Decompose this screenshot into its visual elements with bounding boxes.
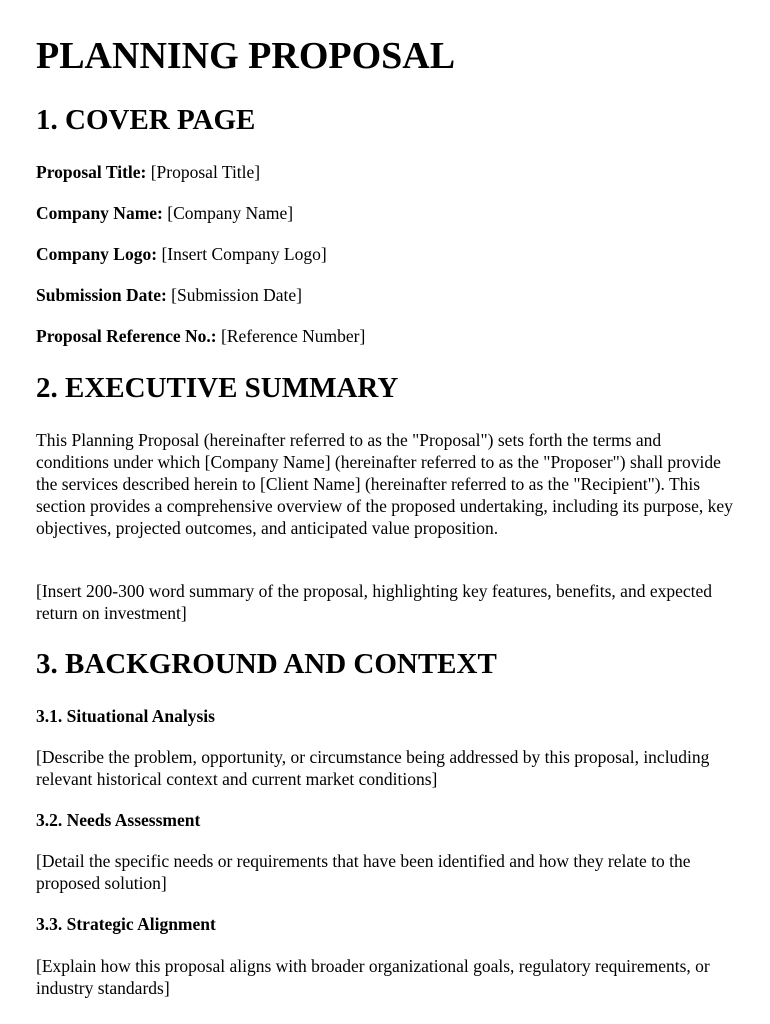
needs-assessment-text: [Detail the specific needs or requirements that have been identified and how they relate to the proposed solution] — [36, 851, 691, 893]
section-heading-cover-page: 1. COVER PAGE — [36, 104, 256, 136]
executive-summary-placeholder: [Insert 200-300 word summary of the proposal, highlighting key features, benefits, and expected return on investment] — [36, 581, 712, 623]
field-submission-date — [36, 284, 302, 306]
document-title: PLANNING PROPOSAL — [36, 35, 456, 77]
field-label: Company Logo: — [36, 244, 158, 264]
field-value: [Proposal Title] — [150, 162, 261, 182]
field-reference-number — [36, 325, 365, 347]
field-value: [Company Name] — [167, 203, 294, 223]
executive-summary-paragraph: This Planning Proposal (hereinafter referred to as the "Proposal") sets forth the terms and conditions under which [Company Name] (hereinafter referred to as the "Proposer") shall provide the services described herein to [Client Name] (hereinafter referred to as the "Recipient"). This section provides a comprehensive overview of the proposed undertaking, including its purpose, key objectives, projected outcomes, and anticipated value proposition. — [36, 430, 733, 538]
situational-analysis-text: [Describe the problem, opportunity, or circumstance being addressed by this proposal, including relevant historical context and current market conditions] — [36, 747, 710, 789]
subsection-heading-needs-assessment: 3.2. Needs Assessment — [36, 810, 201, 830]
field-value: [Submission Date] — [171, 285, 302, 305]
subsection-heading-strategic-alignment: 3.3. Strategic Alignment — [36, 914, 216, 934]
field-company-logo — [36, 243, 327, 265]
field-label: Company Name: — [36, 203, 163, 223]
section-heading-executive-summary: 2. EXECUTIVE SUMMARY — [36, 372, 399, 404]
field-label: Submission Date: — [36, 285, 167, 305]
subsection-heading-situational-analysis: 3.1. Situational Analysis — [36, 706, 215, 726]
field-label: Proposal Reference No.: — [36, 326, 217, 346]
section-heading-background: 3. BACKGROUND AND CONTEXT — [36, 648, 497, 680]
field-value: [Reference Number] — [221, 326, 366, 346]
field-value: [Insert Company Logo] — [161, 244, 327, 264]
strategic-alignment-text: [Explain how this proposal aligns with broader organizational goals, regulatory requirements, or industry standards] — [36, 956, 710, 998]
field-proposal-title — [36, 161, 260, 183]
field-label: Proposal Title: — [36, 162, 147, 182]
field-company-name — [36, 202, 293, 224]
